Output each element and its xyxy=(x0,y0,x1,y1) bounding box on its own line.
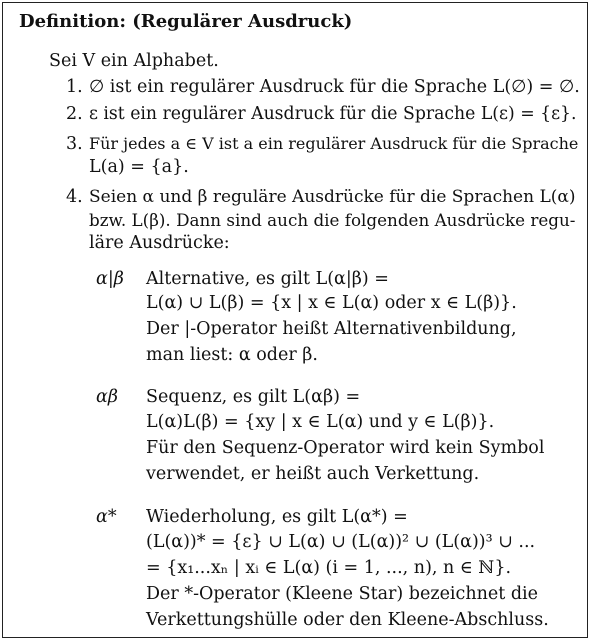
intro-text: Sei V ein Alphabet. xyxy=(49,51,219,71)
repetition-line-4: Der *-Operator (Kleene Star) bezeichnet die xyxy=(146,584,538,604)
item-3-number: 3. xyxy=(66,134,83,154)
item-1-line-1: ∅ ist ein regulärer Ausdruck für die Sprache L(∅) = ∅. xyxy=(89,77,580,97)
item-4-line-2: bzw. L(β). Dann sind auch die folgenden Ausdrücke regu- xyxy=(89,210,576,230)
alternative-line-3: Der |-Operator heißt Alternativenbildung, xyxy=(146,319,517,339)
repetition-line-1: Wiederholung, es gilt L(α*) = xyxy=(146,507,408,527)
item-3-line-2: L(a) = {a}. xyxy=(89,157,189,177)
sequence-line-4: verwendet, er heißt auch Verkettung. xyxy=(146,464,480,484)
item-2-line-1: ε ist ein regulärer Ausdruck für die Sprache L(ε) = {ε}. xyxy=(89,104,577,124)
item-1-number: 1. xyxy=(66,77,83,97)
sequence-line-3: Für den Sequenz-Operator wird kein Symbol xyxy=(146,438,545,458)
sequence-symbol: αβ xyxy=(96,387,118,407)
alternative-line-1: Alternative, es gilt L(α|β) = xyxy=(146,269,389,289)
item-2-number: 2. xyxy=(66,104,83,124)
item-4-line-3: läre Ausdrücke: xyxy=(89,233,230,253)
item-4-number: 4. xyxy=(66,187,83,207)
repetition-line-5: Verkettungshülle oder den Kleene-Abschluss. xyxy=(146,610,549,630)
alternative-line-2: L(α) ∪ L(β) = {x | x ∈ L(α) oder x ∈ L(β)}. xyxy=(146,293,517,313)
sequence-line-1: Sequenz, es gilt L(αβ) = xyxy=(146,387,361,407)
item-3-line-1: Für jedes a ∈ V ist a ein regulärer Ausdruck für die Sprache xyxy=(89,134,579,153)
definition-title: Definition: (Regulärer Ausdruck) xyxy=(19,11,353,32)
repetition-symbol: α* xyxy=(96,507,117,527)
alternative-line-4: man liest: α oder β. xyxy=(146,345,318,365)
alternative-symbol: α|β xyxy=(96,269,124,289)
repetition-line-2: (L(α))* = {ε} ∪ L(α) ∪ (L(α))² ∪ (L(α))³ ∪ ... xyxy=(146,532,536,552)
repetition-line-3: = {x₁...xₙ | xᵢ ∈ L(α) (i = 1, ..., n), n ∈ ℕ}. xyxy=(146,558,512,578)
sequence-line-2: L(α)L(β) = {xy | x ∈ L(α) und y ∈ L(β)}. xyxy=(146,412,495,432)
item-4-line-1: Seien α und β reguläre Ausdrücke für die Sprachen L(α) xyxy=(89,187,576,207)
